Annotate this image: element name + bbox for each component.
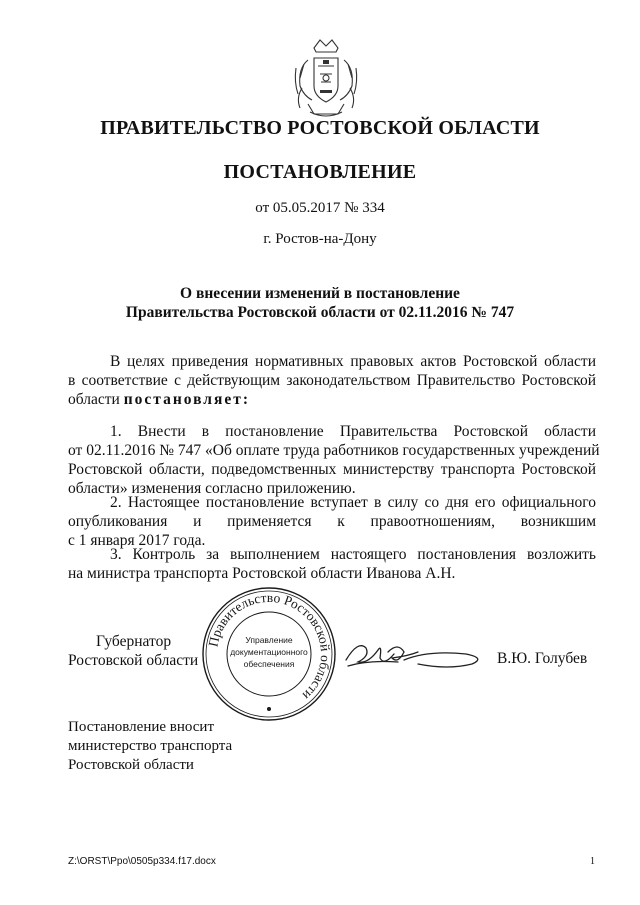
submitter-line: министерство транспорта — [68, 738, 233, 754]
subject-line: О внесении изменений в постановление — [180, 285, 460, 302]
item-3-paragraph — [68, 545, 596, 583]
coat-of-arms-icon — [290, 38, 362, 120]
file-path: Z:\ORST\Ppo\0505p334.f17.docx — [68, 856, 216, 867]
handwritten-signature — [338, 630, 498, 680]
paragraph-line: от 02.11.2016 № 747 «Об оплате труда работников государственных учреждений — [68, 442, 600, 459]
preamble-paragraph — [68, 352, 596, 409]
paragraph-text: области — [68, 391, 124, 408]
submitter-line: Ростовской области — [68, 757, 194, 773]
document-city: г. Ростов-на-Дону — [263, 231, 377, 247]
paragraph-line: в соответствие с действующим законодательством Правительство Ростовской — [68, 372, 596, 389]
stamp-ring-text: Правительство Ростовской области — [205, 589, 334, 704]
official-stamp — [200, 585, 338, 723]
document-subject — [0, 284, 640, 322]
stamp-center-line: обеспечения — [243, 659, 295, 669]
document-date-number: от 05.05.2017 № 334 — [255, 200, 385, 216]
stamp-center-line: Управление — [245, 635, 293, 645]
signatory-title-line: Ростовской области — [68, 652, 199, 669]
paragraph-line: области» изменения согласно приложению. — [68, 480, 356, 497]
signer-name: В.Ю. Голубев — [497, 650, 588, 667]
paragraph-line: опубликования и применяется к правоотношениям, возникшим — [68, 513, 596, 530]
item-1-paragraph — [68, 422, 600, 498]
paragraph-line: с 1 января 2017 года. — [68, 532, 206, 549]
paragraph-line: 2. Настоящее постановление вступает в силу со дня его официального — [110, 494, 596, 511]
signatory-title-line: Губернатор — [96, 633, 172, 650]
document-type: ПОСТАНОВЛЕНИЕ — [223, 161, 417, 183]
submitter-line: Постановление вносит — [68, 719, 215, 735]
submitter-note — [68, 718, 232, 775]
paragraph-line: 3. Контроль за выполнением настоящего постановления возложить — [110, 546, 596, 563]
paragraph-line: на министра транспорта Ростовской области Иванова А.Н. — [68, 565, 456, 582]
page-number: 1 — [590, 856, 595, 867]
item-2-paragraph — [68, 493, 596, 550]
paragraph-line — [68, 390, 596, 409]
paragraph-line: Ростовской области, подведомственных министерству транспорта Ростовской — [68, 461, 596, 478]
organization-title: ПРАВИТЕЛЬСТВО РОСТОВСКОЙ ОБЛАСТИ — [100, 117, 540, 139]
signatory-title — [68, 632, 198, 670]
resolve-keyword: постановляет: — [123, 391, 251, 408]
paragraph-line: В целях приведения нормативных правовых актов Ростовской области — [110, 353, 596, 370]
subject-line: Правительства Ростовской области от 02.11.2016 № 747 — [125, 304, 515, 321]
paragraph-line: 1. Внести в постановление Правительства Ростовской области — [110, 423, 596, 440]
stamp-center-line: документационного — [230, 647, 308, 657]
